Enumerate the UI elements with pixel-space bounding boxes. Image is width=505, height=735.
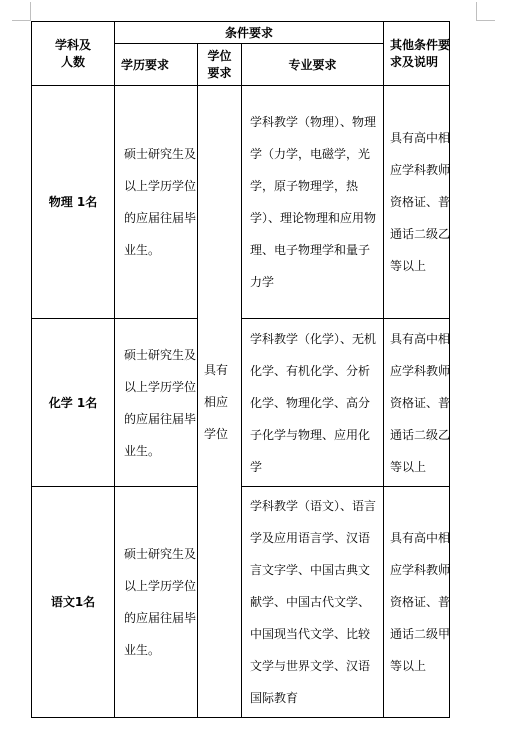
header-major: 专业要求 [242,44,384,86]
table-row [32,86,450,319]
subject-cell: 语文1名 [32,487,115,718]
header-other: 其他条件要求及说明 [384,22,450,86]
header-subject-count: 学科及人数 [32,22,115,86]
header-education: 学历要求 [115,44,198,86]
recruitment-requirements-table [31,21,450,718]
education-cell: 硕士研究生及以上学历学位的应届往届毕业生。 [115,487,198,718]
header-row-1 [32,22,450,44]
education-cell: 硕士研究生及以上学历学位的应届往届毕业生。 [115,86,198,319]
major-cell: 学科教学（物理）、物理学（力学，电磁学，光学，原子物理学，热学）、理论物理和应用物理、电子物理学和量子力学 [242,86,384,319]
header-degree: 学位要求 [198,44,242,86]
page-corner-mark-left [12,2,31,21]
other-cell: 具有高中相应学科教师资格证、普通话二级甲等以上 [384,487,450,718]
subject-cell: 化学 1名 [32,319,115,487]
other-cell: 具有高中相应学科教师资格证、普通话二级乙等以上 [384,319,450,487]
degree-cell: 具有相应学位 [198,86,242,718]
table-row [32,487,450,718]
subject-cell: 物理 1名 [32,86,115,319]
education-cell: 硕士研究生及以上学历学位的应届往届毕业生。 [115,319,198,487]
page-corner-mark-right [476,2,495,21]
header-conditions: 条件要求 [115,22,384,44]
table-row [32,319,450,487]
other-cell: 具有高中相应学科教师资格证、普通话二级乙等以上 [384,86,450,319]
major-cell: 学科教学（化学）、无机化学、有机化学、分析化学、物理化学、高分子化学与物理、应用化学 [242,319,384,487]
major-cell: 学科教学（语文）、语言学及应用语言学、汉语言文字学、中国古典文献学、中国古代文学、中国现当代文学、比较文学与世界文学、汉语国际教育 [242,487,384,718]
